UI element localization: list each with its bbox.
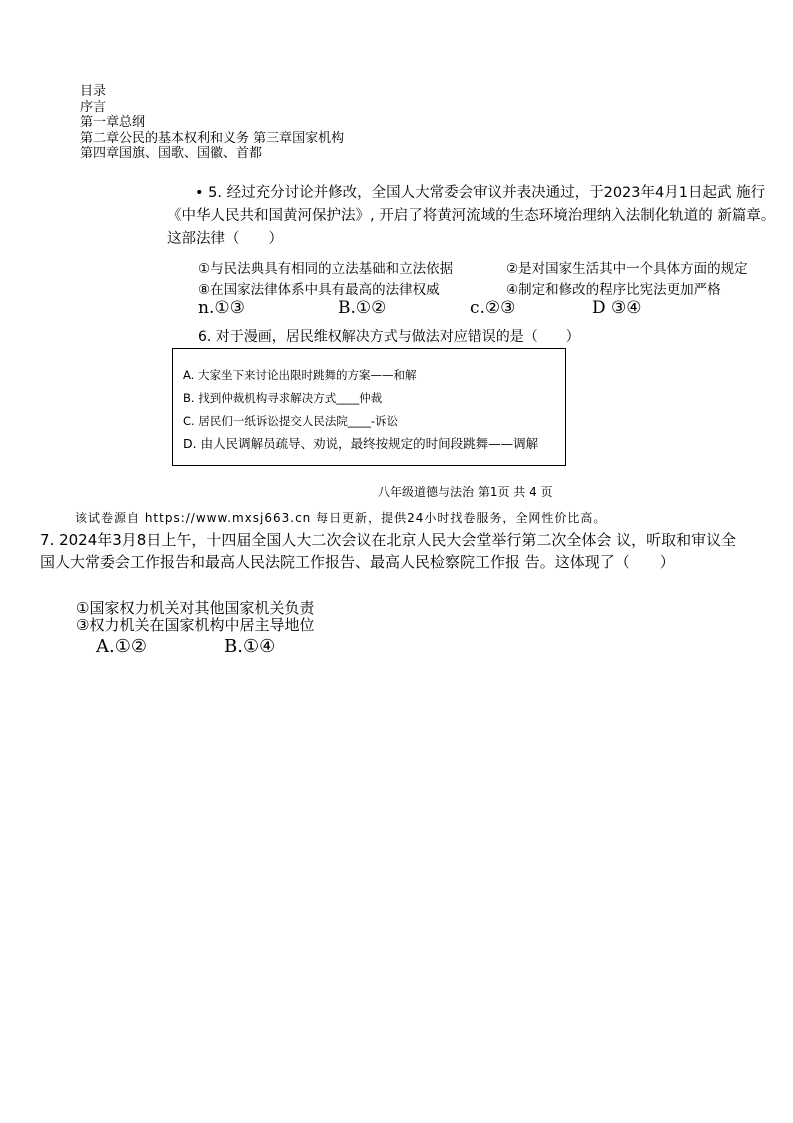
question-7 [40, 529, 740, 573]
toc-item: 第二章公民的基本权利和义务 第三章国家机构 [80, 130, 345, 146]
question-5 [167, 182, 787, 251]
q6-options-box [172, 348, 566, 466]
q5-option-4: ④制定和修改的程序比宪法更加严格 [506, 282, 721, 298]
question-6-text: 6. 对于漫画，居民维权解决方式与做法对应错误的是（ ） [198, 329, 580, 345]
q7-option-1: ①国家权力机关对其他国家机关负责 [76, 599, 315, 617]
q6-option-c: C. 居民们一纸诉讼提交人民法院____-诉讼 [183, 414, 398, 428]
toc-item: 第一章总纲 [80, 115, 146, 130]
table-of-contents [80, 84, 344, 162]
q5-option-1: ①与民法典具有相同的立法基础和立法依据 [198, 261, 454, 277]
q7-answer-b: B.①④ [224, 636, 276, 657]
q5-option-3: ⑧在国家法律体系中具有最高的法律权威 [198, 282, 440, 298]
question-7-text: 7. 2024年3月8日上午，十四届全国人大二次会议在北京人民大会堂举行第二次全体会 议，听取和审议全国人大常委会工作报告和最高人民法院工作报告、最高人民检察院工作报 告。这体现了（ ） [40, 531, 737, 571]
q5-answer-b: B.①② [338, 298, 387, 318]
q5-answer-a: n.①③ [198, 298, 245, 318]
source-advert: 该试卷源自 https://www.mxsj663.cn 每日更新，提供24小时找卷服务，全网性价比高。 [75, 511, 607, 525]
q5-answer-c: c.②③ [470, 298, 516, 318]
toc-item: 第四章国旗、国歌、国徽、首都 [80, 146, 263, 161]
toc-item: 序言 [80, 99, 107, 115]
q7-option-3: ③权力机关在国家机构中居主导地位 [76, 616, 315, 634]
q6-option-b: B. 找到仲裁机构寻求解决方式____仲裁 [183, 391, 383, 405]
q6-option-d: D. 由人民调解员疏导、劝说，最终按规定的时间段跳舞——调解 [183, 436, 539, 451]
q5-answer-d: D ③④ [592, 298, 642, 318]
q6-option-a: A. 大家坐下来讨论出限时跳舞的方案——和解 [183, 368, 417, 382]
page-footer: 八年级道德与法治 第1页 共 4 页 [378, 485, 553, 499]
q7-answer-a: A.①② [96, 636, 147, 657]
q5-option-2: ②是对国家生活其中一个具体方面的规定 [506, 261, 748, 277]
toc-item: 目录 [80, 84, 107, 99]
question-5-text: • 5. 经过充分讨论并修改，全国人大常委会审议并表决通过，于2023年4月1日起武 施行《中华人民共和国黄河保护法》, 开启了将黄河流域的生态环境治理纳入法制化轨道的 新篇章。这部法律（ ） [167, 185, 776, 247]
